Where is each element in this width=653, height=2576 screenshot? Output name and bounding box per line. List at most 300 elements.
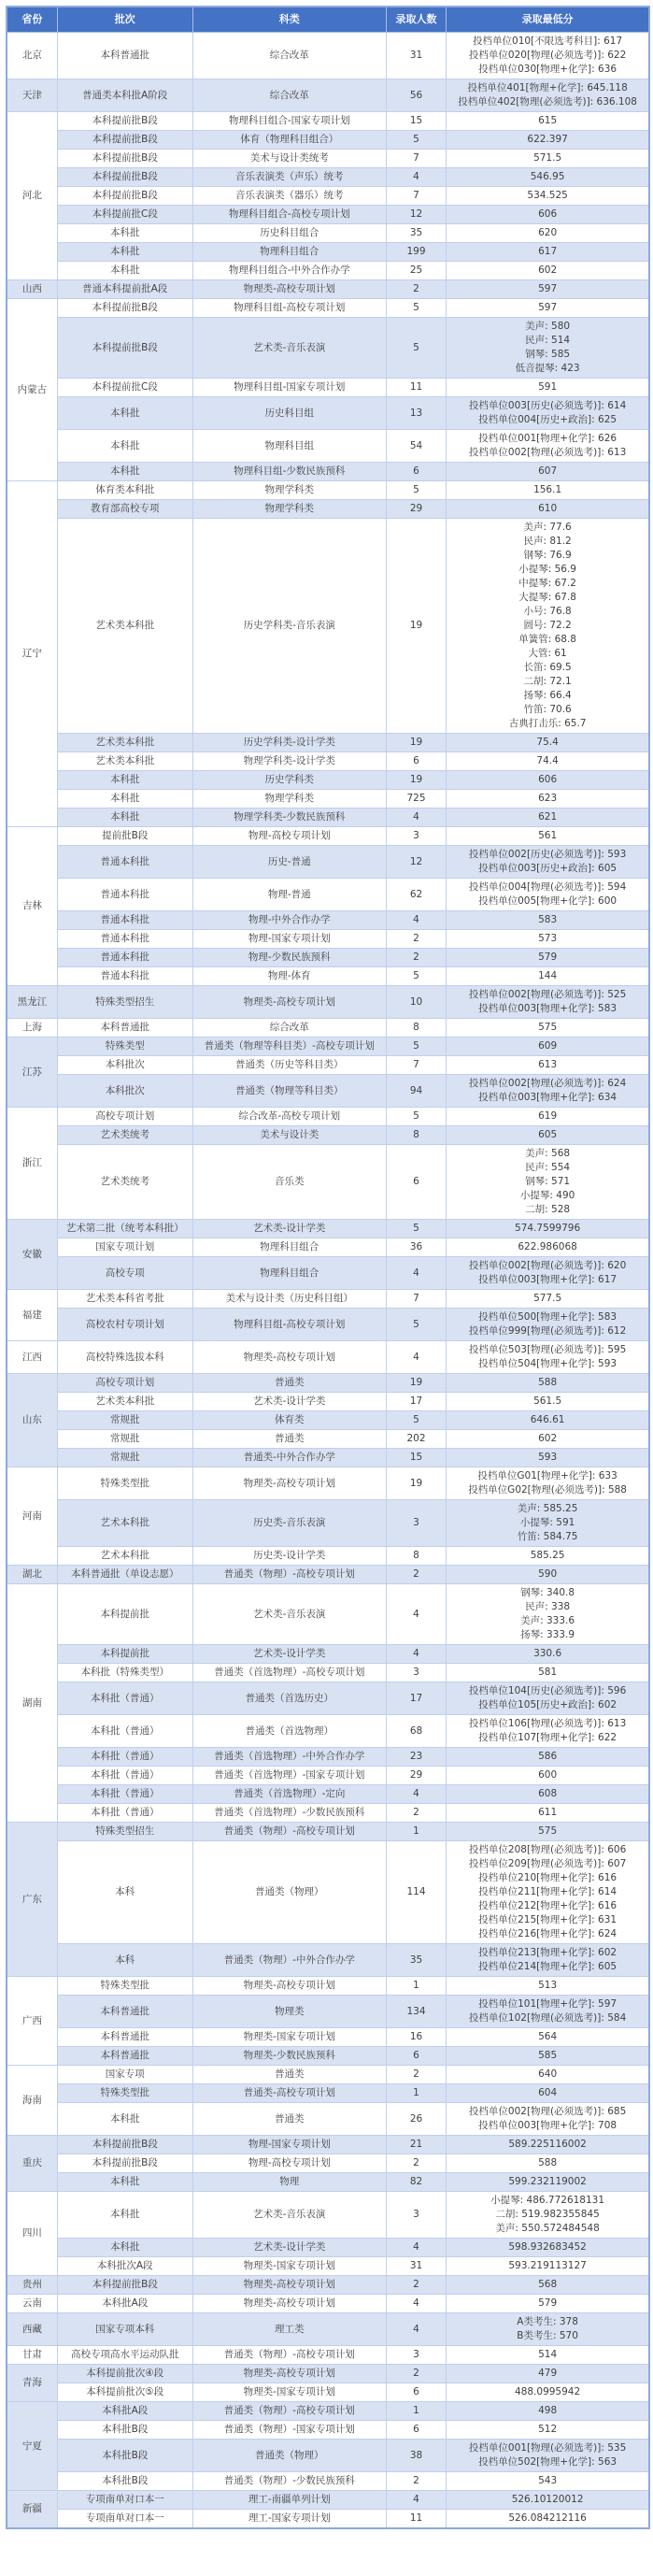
batch-cell: 特殊类型: [57, 1038, 192, 1056]
score-cell: [447, 986, 649, 1019]
batch-cell: 教育部高校专项: [57, 500, 192, 519]
category-cell: 理工类: [192, 2313, 386, 2346]
count-cell: 4: [386, 1584, 446, 1645]
count-cell: 4: [386, 2239, 446, 2257]
count-cell: 2: [386, 2365, 446, 2383]
count-cell: 4: [386, 809, 446, 827]
score-line: 竹笛: 584.75: [517, 1531, 578, 1542]
province-cell: 重庆: [7, 2136, 57, 2192]
score-line: 低音提琴: 423: [515, 363, 580, 374]
category-cell: 普通类（物理等科目类）-高校专项计划: [192, 1038, 386, 1056]
count-cell: 4: [386, 1341, 446, 1374]
score-line: 投档单位402[物理(必须选考)]: 636.108: [458, 96, 637, 107]
category-cell: 普通类（物理）-少数民族预科: [192, 2472, 386, 2491]
category-cell: 普通类（首选物理）-少数民族预科: [192, 1804, 386, 1823]
count-cell: 21: [386, 2136, 446, 2154]
batch-cell: 艺术本科批: [57, 1547, 192, 1566]
table-row: [7, 2383, 649, 2402]
count-cell: 5: [386, 1309, 446, 1341]
table-row: [7, 967, 649, 986]
count-cell: 12: [386, 206, 446, 224]
province-cell: 青海: [7, 2365, 57, 2402]
score-cell: [447, 2173, 649, 2192]
count-cell: 8: [386, 1126, 446, 1145]
category-cell: 物理类-高校专项计划: [192, 986, 386, 1019]
score-line: 574.7599796: [515, 1223, 581, 1234]
score-line: 投档单位208[物理(必须选考)]: 606: [468, 1844, 627, 1855]
score-cell: [447, 827, 649, 846]
score-cell: [447, 1257, 649, 1290]
score-line: 投档单位502[物理+化学]: 563: [478, 2456, 618, 2468]
score-line: 615: [538, 115, 558, 126]
batch-cell: 本科提前批C段: [57, 379, 192, 397]
score-line: 投档单位002[历史(必须选考)]: 593: [468, 849, 627, 860]
table-row: [7, 1547, 649, 1566]
table-row: [7, 2028, 649, 2047]
batch-cell: 本科提前批C段: [57, 206, 192, 224]
table-row: [7, 2066, 649, 2084]
table-row: [7, 1075, 649, 1108]
score-line: 投档单位209[物理(必须选考)]: 607: [468, 1858, 627, 1869]
score-line: 投档单位002[物理(必须选考)]: 620: [468, 1260, 627, 1271]
score-cell: [447, 2154, 649, 2173]
category-cell: 普通类-高校专项计划: [192, 2084, 386, 2103]
category-cell: 物理类-高校专项计划: [192, 1977, 386, 1996]
score-cell: [447, 2421, 649, 2440]
score-line: 604: [538, 2087, 558, 2098]
table-row: [7, 986, 649, 1019]
score-line: 611: [538, 1807, 558, 1818]
score-line: 543: [538, 2475, 558, 2486]
province-cell: 安徽: [7, 1220, 57, 1290]
score-line: 投档单位003[物理+化学]: 583: [478, 1003, 618, 1014]
score-line: 564: [538, 2031, 558, 2042]
header-cell: 科类: [192, 7, 386, 33]
score-cell: [447, 500, 649, 519]
score-cell: [447, 168, 649, 187]
score-line: 597: [538, 283, 558, 294]
table-row: [7, 79, 649, 112]
category-cell: 物理-中外合作办学: [192, 911, 386, 930]
batch-cell: 本科提前批B段: [57, 2276, 192, 2295]
province-cell: 浙江: [7, 1108, 57, 1220]
score-line: 大管: 61: [528, 648, 567, 659]
score-cell: [447, 1126, 649, 1145]
score-line: 钢琴: 585: [525, 349, 571, 360]
table-row: [7, 1682, 649, 1715]
count-cell: 5: [386, 1108, 446, 1126]
table-row: [7, 1804, 649, 1823]
count-cell: 16: [386, 2028, 446, 2047]
score-cell: [447, 318, 649, 379]
score-line: 投档单位212[物理+化学]: 616: [478, 1900, 618, 1911]
batch-cell: 普通本科批: [57, 911, 192, 930]
table-row: [7, 112, 649, 131]
count-cell: 4: [386, 911, 446, 930]
table-row: [7, 2173, 649, 2192]
count-cell: 94: [386, 1075, 446, 1108]
score-line: 圆号: 72.2: [523, 620, 572, 631]
category-cell: 普通类（物理）-国家专项计划: [192, 2421, 386, 2440]
count-cell: 134: [386, 1996, 446, 2028]
score-cell: [447, 519, 649, 734]
score-cell: [447, 2192, 649, 2239]
score-line: 607: [538, 465, 558, 477]
category-cell: 艺术类-设计学类: [192, 1393, 386, 1411]
score-line: 597: [538, 302, 558, 313]
batch-cell: 本科批: [57, 224, 192, 243]
score-line: 中提琴: 67.2: [518, 578, 576, 589]
score-line: 479: [538, 2368, 558, 2379]
score-line: 投档单位102[物理(必须选考)]: 584: [468, 2012, 627, 2024]
table-row: [7, 911, 649, 930]
header-cell: 批次: [57, 7, 192, 33]
score-line: 投档单位210[物理+化学]: 616: [478, 1872, 618, 1883]
category-cell: 历史类-设计学类: [192, 1547, 386, 1566]
count-cell: 2: [386, 2154, 446, 2173]
table-row: [7, 1645, 649, 1664]
category-cell: 艺术类-音乐表演: [192, 1584, 386, 1645]
category-cell: 美术与设计类: [192, 1126, 386, 1145]
table-row: [7, 1823, 649, 1841]
count-cell: 8: [386, 1547, 446, 1566]
table-row: [7, 2295, 649, 2313]
count-cell: 19: [386, 734, 446, 752]
batch-cell: 国家专项计划: [57, 1238, 192, 1257]
score-cell: [447, 1584, 649, 1645]
table-row: [7, 224, 649, 243]
category-cell: 物理学科类: [192, 790, 386, 809]
score-cell: [447, 2103, 649, 2136]
province-cell: 河北: [7, 112, 57, 280]
count-cell: 7: [386, 187, 446, 206]
score-line: 593.219113127: [508, 2260, 587, 2271]
count-cell: 2: [386, 2066, 446, 2084]
category-cell: 综合改革: [192, 79, 386, 112]
count-cell: 6: [386, 752, 446, 771]
table-row: [7, 318, 649, 379]
score-cell: [447, 1108, 649, 1126]
score-cell: [447, 397, 649, 430]
score-cell: [447, 967, 649, 986]
category-cell: 普通类（物理）: [192, 2440, 386, 2472]
table-row: [7, 930, 649, 949]
count-cell: 3: [386, 2192, 446, 2239]
score-line: 498: [538, 2405, 558, 2416]
category-cell: 普通类（物理）-高校专项计划: [192, 1823, 386, 1841]
table-row: [7, 397, 649, 430]
category-cell: 普通类（物理）-中外合作办学: [192, 1944, 386, 1977]
batch-cell: 本科提前批: [57, 1645, 192, 1664]
count-cell: 3: [386, 827, 446, 846]
score-line: 598.932683452: [508, 2241, 587, 2253]
score-cell: [447, 1715, 649, 1748]
batch-cell: 艺术类统考: [57, 1145, 192, 1220]
table-row: [7, 949, 649, 967]
batch-cell: 普通本科提前批A段: [57, 280, 192, 299]
count-cell: 82: [386, 2173, 446, 2192]
category-cell: 普通类（首选物理）-中外合作办学: [192, 1748, 386, 1767]
province-cell: 北京: [7, 33, 57, 79]
table-row: [7, 1220, 649, 1238]
header-cell: 省份: [7, 7, 57, 33]
category-cell: 物理类-高校专项计划: [192, 1467, 386, 1500]
table-row: [7, 1393, 649, 1411]
score-cell: [447, 1547, 649, 1566]
table-row: [7, 2154, 649, 2173]
score-line: 526.10120012: [511, 2494, 584, 2505]
table-row: [7, 2402, 649, 2421]
batch-cell: 本科批: [57, 430, 192, 463]
category-cell: 物理学科类-设计学类: [192, 752, 386, 771]
province-cell: 山西: [7, 280, 57, 299]
count-cell: 3: [386, 1500, 446, 1547]
table-row: [7, 2047, 649, 2066]
score-cell: [447, 1841, 649, 1944]
score-line: 美声: 550.572484548: [495, 2223, 600, 2234]
table-row: [7, 1944, 649, 1977]
batch-cell: 高校专项计划: [57, 1374, 192, 1393]
count-cell: 4: [386, 2313, 446, 2346]
category-cell: 音乐类: [192, 1145, 386, 1220]
category-cell: 体育类: [192, 1411, 386, 1430]
batch-cell: 常规批: [57, 1411, 192, 1430]
score-cell: [447, 2346, 649, 2365]
category-cell: 音乐表演类（声乐）统考: [192, 168, 386, 187]
province-cell: 福建: [7, 1290, 57, 1341]
table-row: [7, 299, 649, 318]
table-row: [7, 1038, 649, 1056]
batch-cell: 国家专项: [57, 2066, 192, 2084]
score-line: 577.5: [533, 1293, 562, 1304]
table-row: [7, 1664, 649, 1682]
batch-cell: 高校特殊选拔本科: [57, 1341, 192, 1374]
score-line: 美声: 77.6: [523, 522, 572, 533]
count-cell: 29: [386, 500, 446, 519]
count-cell: 2: [386, 2472, 446, 2491]
score-cell: [447, 1823, 649, 1841]
table-row: [7, 1374, 649, 1393]
category-cell: 物理-高校专项计划: [192, 827, 386, 846]
table-row: [7, 2346, 649, 2365]
category-cell: 物理: [192, 2173, 386, 2192]
score-line: 546.95: [530, 171, 565, 182]
score-cell: [447, 1056, 649, 1075]
score-line: 575: [538, 1825, 558, 1837]
batch-cell: 专项南单对口本一: [57, 2510, 192, 2529]
count-cell: 62: [386, 879, 446, 911]
batch-cell: 高校专项: [57, 1257, 192, 1290]
score-line: 330.6: [533, 1648, 562, 1659]
table-row: [7, 827, 649, 846]
batch-cell: 特殊类型批: [57, 1977, 192, 1996]
batch-cell: 本科批B段: [57, 2472, 192, 2491]
score-line: 扬琴: 66.4: [523, 690, 572, 701]
count-cell: 5: [386, 131, 446, 150]
category-cell: 综合改革-高校专项计划: [192, 1108, 386, 1126]
table-row: [7, 1996, 649, 2028]
score-line: 561.5: [533, 1395, 562, 1407]
batch-cell: 高校农村专项计划: [57, 1309, 192, 1341]
table-row: [7, 2472, 649, 2491]
score-line: 投档单位003[历史+政治]: 605: [478, 863, 618, 874]
score-cell: [447, 430, 649, 463]
batch-cell: 普通本科批: [57, 846, 192, 879]
category-cell: 美术与设计类统考: [192, 150, 386, 168]
table-row: [7, 206, 649, 224]
score-line: 622.986068: [518, 1241, 577, 1252]
score-line: 投档单位003[物理+化学]: 634: [478, 1092, 618, 1103]
batch-cell: 高校专项计划: [57, 1108, 192, 1126]
batch-cell: 本科提前批B段: [57, 2136, 192, 2154]
count-cell: 4: [386, 1645, 446, 1664]
batch-cell: 普通类本科批A阶段: [57, 79, 192, 112]
score-line: 投档单位214[物理+化学]: 605: [478, 1961, 618, 1972]
table-row: [7, 2084, 649, 2103]
score-line: 长笛: 69.5: [523, 662, 572, 673]
table-row: [7, 2510, 649, 2529]
table-row: [7, 150, 649, 168]
count-cell: 6: [386, 463, 446, 481]
score-line: 投档单位500[物理+化学]: 583: [478, 1311, 618, 1323]
batch-cell: 本科提前批次④段: [57, 2365, 192, 2383]
table-row: [7, 1126, 649, 1145]
province-cell: 吉林: [7, 827, 57, 986]
score-cell: [447, 809, 649, 827]
table-row: [7, 2491, 649, 2510]
batch-cell: 本科提前批B段: [57, 299, 192, 318]
table-row: [7, 1019, 649, 1038]
category-cell: 普通类（物理）-高校专项计划: [192, 2346, 386, 2365]
category-cell: 理工-国家专项计划: [192, 2510, 386, 2529]
count-cell: 19: [386, 519, 446, 734]
province-cell: 新疆: [7, 2491, 57, 2529]
admissions-table: [6, 6, 650, 2529]
category-cell: 物理-国家专项计划: [192, 2136, 386, 2154]
category-cell: 物理-普通: [192, 879, 386, 911]
score-cell: [447, 2239, 649, 2257]
score-line: 622.397: [527, 134, 568, 145]
batch-cell: 本科批: [57, 2173, 192, 2192]
count-cell: 2: [386, 1566, 446, 1584]
batch-cell: 本科提前批B段: [57, 168, 192, 187]
category-cell: 物理科目组-国家专项计划: [192, 379, 386, 397]
count-cell: 8: [386, 1019, 446, 1038]
province-cell: 湖北: [7, 1566, 57, 1584]
score-cell: [447, 280, 649, 299]
score-cell: [447, 771, 649, 790]
category-cell: 物理科目组合-高校专项计划: [192, 206, 386, 224]
table-row: [7, 1430, 649, 1449]
category-cell: 物理-国家专项计划: [192, 930, 386, 949]
table-row: [7, 2365, 649, 2383]
score-cell: [447, 2440, 649, 2472]
category-cell: 历史类-音乐表演: [192, 1500, 386, 1547]
category-cell: 物理类-高校专项计划: [192, 2295, 386, 2313]
province-cell: 四川: [7, 2192, 57, 2276]
category-cell: 物理类-高校专项计划: [192, 280, 386, 299]
table-row: [7, 1238, 649, 1257]
score-line: 585: [538, 2050, 558, 2061]
score-cell: [447, 790, 649, 809]
score-cell: [447, 262, 649, 280]
table-row: [7, 809, 649, 827]
table-header: [7, 7, 649, 33]
table-row: [7, 1841, 649, 1944]
category-cell: 普通类（首选物理）-高校专项计划: [192, 1664, 386, 1682]
province-cell: 河南: [7, 1467, 57, 1566]
province-cell: 贵州: [7, 2276, 57, 2295]
batch-cell: 普通本科批: [57, 930, 192, 949]
count-cell: 7: [386, 1056, 446, 1075]
category-cell: 历史学科类-设计学类: [192, 734, 386, 752]
category-cell: 体育（物理科目组合）: [192, 131, 386, 150]
score-line: 590: [538, 1568, 558, 1580]
score-line: 579: [538, 2297, 558, 2309]
category-cell: 物理类-国家专项计划: [192, 2028, 386, 2047]
category-cell: 物理学科类-少数民族预科: [192, 809, 386, 827]
count-cell: 4: [386, 1257, 446, 1290]
category-cell: 物理类-国家专项计划: [192, 2257, 386, 2276]
score-cell: [447, 243, 649, 262]
count-cell: 114: [386, 1841, 446, 1944]
table-row: [7, 33, 649, 79]
category-cell: 普通类（物理等科目类）: [192, 1075, 386, 1108]
score-line: 568: [538, 2279, 558, 2290]
score-line: 美声: 568: [525, 1148, 571, 1159]
category-cell: 艺术类-设计学类: [192, 1645, 386, 1664]
category-cell: 物理类-高校专项计划: [192, 2276, 386, 2295]
score-line: 投档单位001[物理(必须选考)]: 535: [468, 2442, 627, 2454]
score-line: 小提琴: 486.772618131: [490, 2195, 605, 2206]
province-cell: 甘肃: [7, 2346, 57, 2365]
score-line: 573: [538, 933, 558, 944]
score-line: 小提琴: 591: [519, 1517, 575, 1528]
count-cell: 68: [386, 1715, 446, 1748]
table-row: [7, 2421, 649, 2440]
score-line: 575: [538, 1022, 558, 1033]
score-line: 投档单位101[物理+化学]: 597: [478, 1998, 618, 2010]
count-cell: 6: [386, 2383, 446, 2402]
table-row: [7, 430, 649, 463]
table-row: [7, 2103, 649, 2136]
score-line: 投档单位211[物理+化学]: 614: [478, 1886, 618, 1897]
table-row: [7, 168, 649, 187]
batch-cell: 普通本科批: [57, 967, 192, 986]
score-cell: [447, 1374, 649, 1393]
category-cell: 综合改革: [192, 33, 386, 79]
batch-cell: 本科普通批: [57, 2047, 192, 2066]
score-cell: [447, 1449, 649, 1467]
category-cell: 音乐表演类（器乐）统考: [192, 187, 386, 206]
score-line: 608: [538, 1788, 558, 1799]
count-cell: 31: [386, 2257, 446, 2276]
batch-cell: 本科批（特殊类型）: [57, 1664, 192, 1682]
count-cell: 11: [386, 379, 446, 397]
category-cell: 普通类（历史等科目类）: [192, 1056, 386, 1075]
score-line: 588: [538, 1377, 558, 1388]
province-cell: 湖南: [7, 1584, 57, 1823]
score-line: 606: [538, 208, 558, 220]
score-line: 民声: 81.2: [523, 536, 572, 547]
count-cell: 54: [386, 430, 446, 463]
category-cell: 物理类-少数民族预科: [192, 2047, 386, 2066]
score-line: 606: [538, 774, 558, 785]
table-row: [7, 1341, 649, 1374]
batch-cell: 本科批次A段: [57, 2257, 192, 2276]
table-row: [7, 1566, 649, 1584]
batch-cell: 本科批B段: [57, 2440, 192, 2472]
